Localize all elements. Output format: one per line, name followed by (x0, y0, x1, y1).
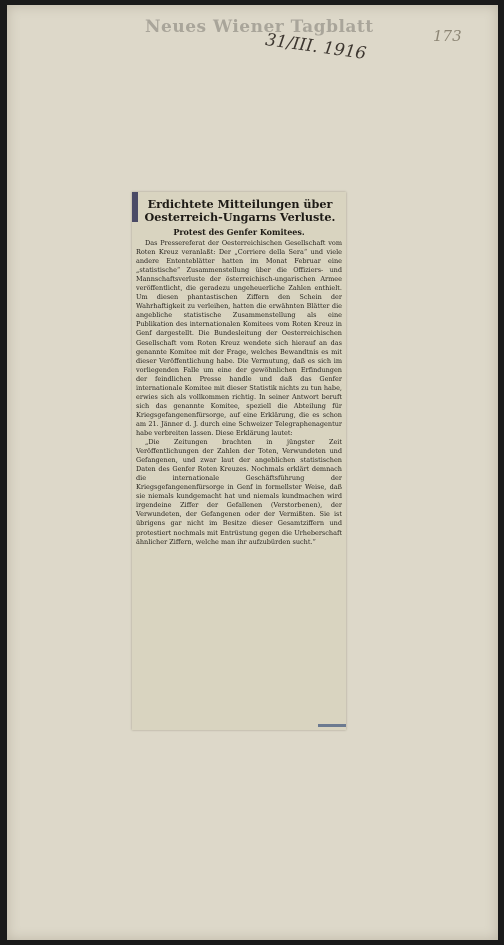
article-paragraph: Das Pressereferat der Oesterreichischen Gesellschaft vom Roten Kreuz veranlaßt: Der „Corriere della Sera“ und viele andere Ententeblätter hatten im Monat Februar eine „statistische“ Zusammenstellung über die Offiziers- und Mannschaftsverluste der österreichisch-ungarischen Armee veröffentlicht, die geradezu ungeheuerliche Zahlen enthielt. Um diesen phantastischen Ziffern den Schein der Wahrhaftigkeit zu verleihen, hatten die erwähnten Blätter die angebliche statistische Zusammenstellung als eine Publikation des internationalen Komitees vom Roten Kreuz in Genf dargestellt. Die Bundesleitung der Oesterreichischen Gesellschaft vom Roten Kreuz wendete sich hierauf an das genannte Komitee mit der Frage, welches Bewandtnis es mit dieser Veröffentlichung habe. Die Vermutung, daß es sich im vorliegenden Falle um eine der gewöhnlichen Erfindungen der feindlichen Presse handle und daß das Genfer internationale Komitee mit dieser Statistik nichts zu tun habe, erwies sich als vollkommen richtig. In seiner Antwort beruft sich das genannte Komitee, speziell die Abteilung für Kriegsgefangenenfürsorge, auf eine Erklärung, die es schon am 21. Jänner d. J. durch eine Schweizer Telegraphenagentur habe verbreiten lassen. Diese Erklärung lautet: (136, 239, 342, 437)
newspaper-clipping (132, 192, 346, 730)
page-number: 173 (433, 27, 462, 45)
article-body (136, 239, 342, 547)
article-quote-paragraph: „Die Zeitungen brachten in jüngster Zeit Veröffentlichungen der Zahlen der Toten, Verwundeten und Gefangenen, und zwar laut der angeblichen statistischen Daten des Genfer Roten Kreuzes. Nochmals erklärt demnach die internationale Geschäftsführung der Kriegsgefangenenfürsorge in Genf in formellster Weise, daß sie niemals kundgemacht hat und niemals kundmachen wird irgendeine Ziffer der Gefallenen (Verstorbenen), der Verwundeten, der Gefangenen oder der Vermißten. Sie ist übrigens gar nicht im Besitze dieser Gesamtziffern und protestiert nochmals mit Entrüstung gegen die Urheberschaft ähnlicher Ziffern, welche man ihr aufzubürden sucht.“ (136, 438, 342, 546)
clipping-edge-mark (132, 192, 138, 222)
article-headline: Erdichtete Mitteilungen über Oesterreich-Ungarns Verluste. (144, 197, 336, 224)
ink-underline-mark (318, 724, 346, 727)
newspaper-stamp: Neues Wiener Tagblatt (145, 17, 374, 37)
handwritten-date: 31/III. 1916 (264, 30, 368, 64)
article-subheadline: Protest des Genfer Komitees. (173, 227, 305, 237)
